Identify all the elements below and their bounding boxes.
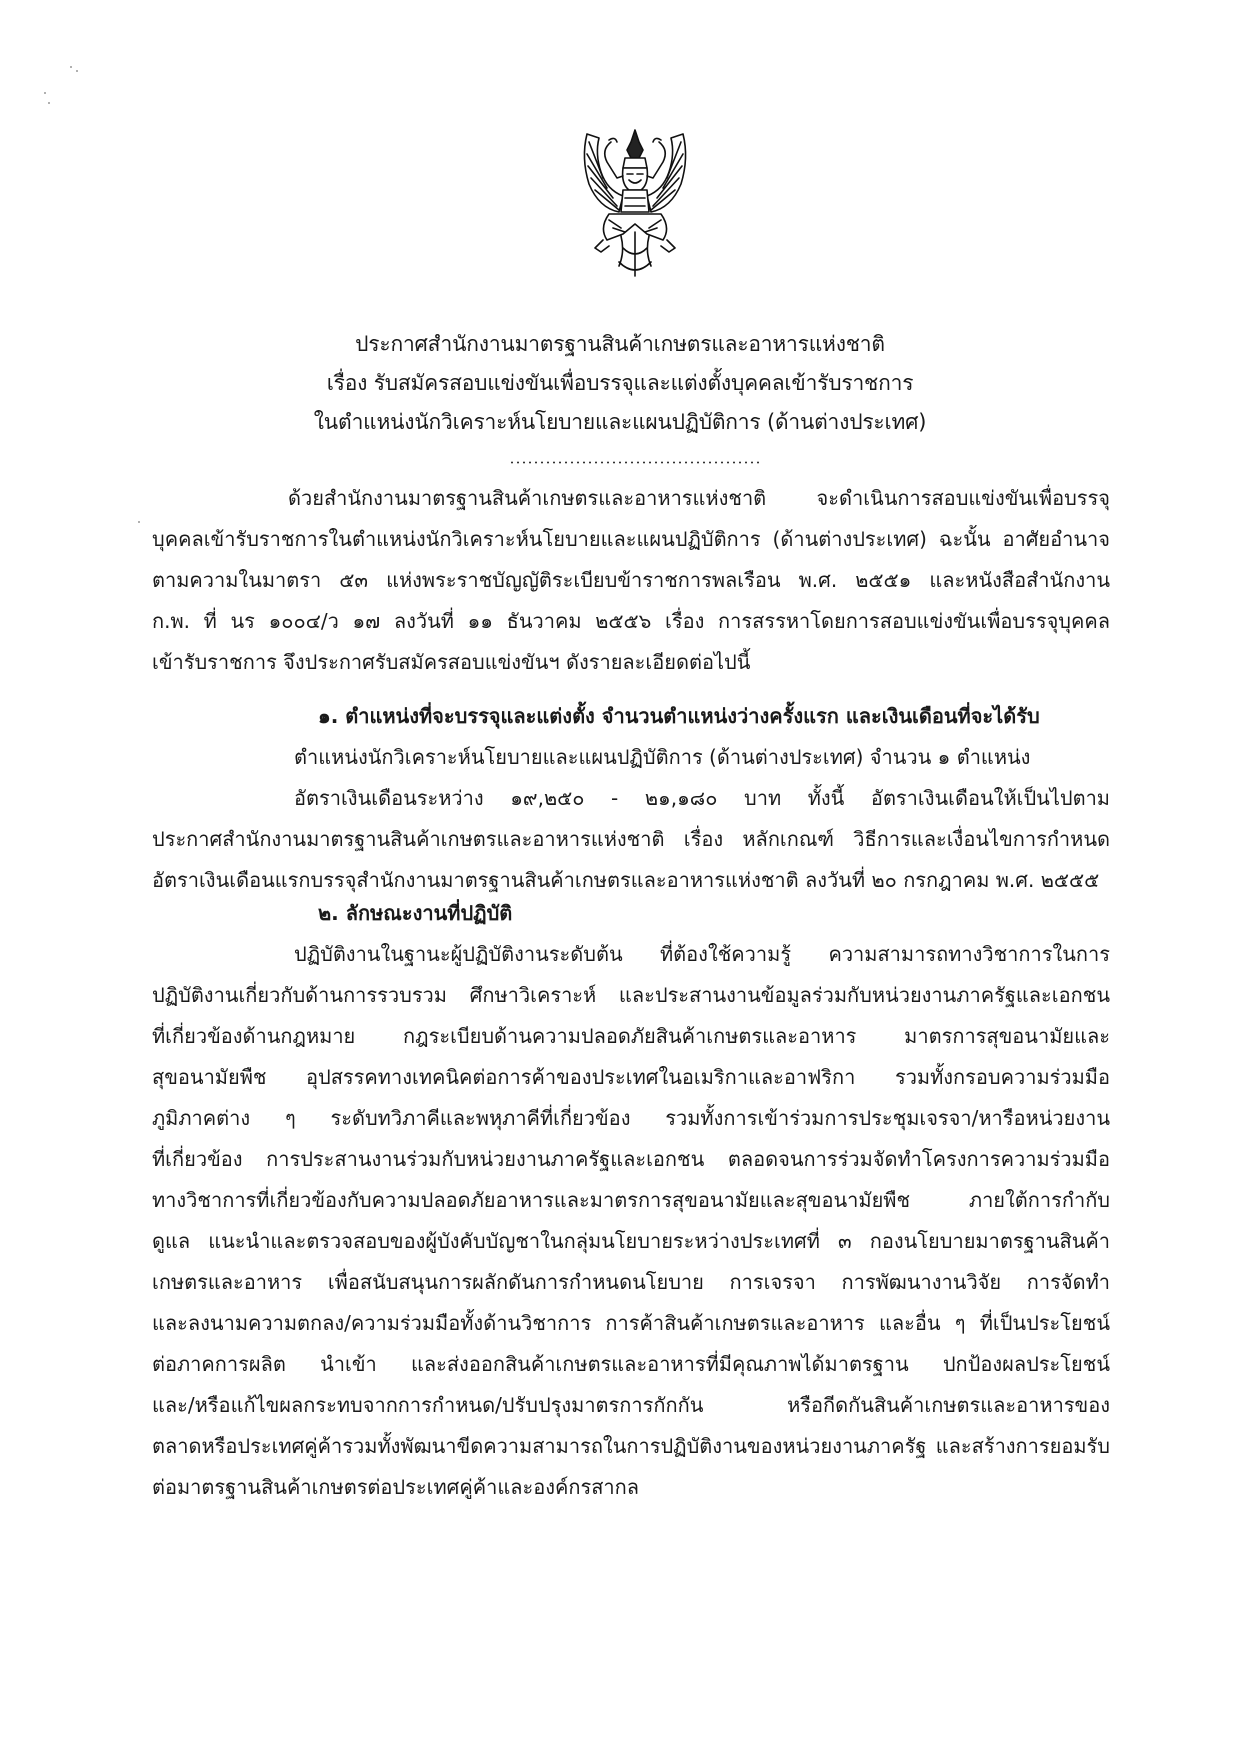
section-2-line: ตลาดหรือประเทศคู่ค้ารวมทั้งพัฒนาขีดความสามารถในการปฏิบัติงานของหน่วยงานภาครัฐ และสร้างการยอมรับ [152, 1434, 1110, 1458]
intro-line: ก.พ. ที่ นร ๑๐๐๔/ว ๑๗ ลงวันที่ ๑๑ ธันวาคม ๒๕๕๖ เรื่อง การสรรหาโดยการสอบแข่งขันเพื่อบรรจุบุคคล [152, 609, 1110, 633]
section-1-line: อัตราเงินเดือนแรกบรรจุสำนักงานมาตรฐานสินค้าเกษตรและอาหารแห่งชาติ ลงวันที่ ๒๐ กรกฎาคม พ.ศ. ๒๕๕๕ [152, 868, 1100, 892]
section-2-line: ทางวิชาการที่เกี่ยวข้องกับความปลอดภัยอาหารและมาตรการสุขอนามัยและสุขอนามัยพืช ภายใต้การกำกับ [152, 1188, 1110, 1212]
section-2-line: ที่เกี่ยวข้องด้านกฎหมาย กฎระเบียบด้านความปลอดภัยสินค้าเกษตรและอาหาร มาตรการสุขอนามัยและ [152, 1024, 1110, 1048]
section-2-body [152, 934, 1110, 1508]
section-1-body [152, 737, 1110, 901]
section-1-line: ตำแหน่งนักวิเคราะห์นโยบายและแผนปฏิบัติการ (ด้านต่างประเทศ) จำนวน ๑ ตำแหน่ง [294, 745, 1031, 769]
title-line-1: ประกาศสำนักงานมาตรฐานสินค้าเกษตรและอาหารแห่งชาติ [355, 332, 885, 356]
intro-paragraph [152, 478, 1110, 683]
section-2-line: ปฏิบัติงานในฐานะผู้ปฏิบัติงานระดับต้น ที่ต้องใช้ความรู้ ความสามารถทางวิชาการในการ [294, 942, 1110, 966]
title-line-3: ในตำแหน่งนักวิเคราะห์นโยบายและแผนปฏิบัติการ (ด้านต่างประเทศ) [313, 410, 927, 434]
announcement-title [200, 325, 1040, 442]
section-1-line: อัตราเงินเดือนระหว่าง ๑๙,๒๕๐ - ๒๑,๑๘๐ บาท ทั้งนี้ อัตราเงินเดือนให้เป็นไปตาม [294, 786, 1110, 810]
section-2-line: ดูแล แนะนำและตรวจสอบของผู้บังคับบัญชาในกลุ่มนโยบายระหว่างประเทศที่ ๓ กองนโยบายมาตรฐานสินค้า [152, 1229, 1110, 1253]
section-2-line: ต่อภาคการผลิต นำเข้า และส่งออกสินค้าเกษตรและอาหารที่มีคุณภาพได้มาตรฐาน ปกป้องผลประโยชน์ [152, 1352, 1110, 1376]
section-2-line: ที่เกี่ยวข้อง การประสานงานร่วมกับหน่วยงานภาครัฐและเอกชน ตลอดจนการร่วมจัดทำโครงการความร่วมมือ [152, 1147, 1110, 1171]
intro-line: ตามความในมาตรา ๕๓ แห่งพระราชบัญญัติระเบียบข้าราชการพลเรือน พ.ศ. ๒๕๕๑ และหนังสือสำนักงาน [152, 568, 1110, 592]
section-1-heading: ๑. ตำแหน่งที่จะบรรจุและแต่งตั้ง จำนวนตำแหน่งว่างครั้งแรก และเงินเดือนที่จะได้รับ [318, 704, 1040, 728]
section-2-line: เกษตรและอาหาร เพื่อสนับสนุนการผลักดันการกำหนดนโยบาย การเจรจา การพัฒนางานวิจัย การจัดทำ [152, 1270, 1110, 1294]
section-2-line: ปฏิบัติงานเกี่ยวกับด้านการรวบรวม ศึกษาวิเคราะห์ และประสานงานข้อมูลร่วมกับหน่วยงานภาครัฐและเอกชน [152, 983, 1110, 1007]
section-2-heading: ๒. ลักษณะงานที่ปฏิบัติ [318, 901, 513, 925]
section-1-line: ประกาศสำนักงานมาตรฐานสินค้าเกษตรและอาหารแห่งชาติ เรื่อง หลักเกณฑ์ วิธีการและเงื่อนไขการกำหนด [152, 827, 1110, 851]
section-2-line: ภูมิภาคต่าง ๆ ระดับทวิภาคีและพหุภาคีที่เกี่ยวข้อง รวมทั้งการเข้าร่วมการประชุมเจรจา/หารือหน่วยงาน [152, 1106, 1110, 1130]
intro-line: บุคคลเข้ารับราชการในตำแหน่งนักวิเคราะห์นโยบายและแผนปฏิบัติการ (ด้านต่างประเทศ) ฉะนั้น อาศัยอำนาจ [152, 527, 1110, 551]
intro-line: ด้วยสำนักงานมาตรฐานสินค้าเกษตรและอาหารแห่งชาติ จะดำเนินการสอบแข่งขันเพื่อบรรจุ [288, 486, 1110, 510]
section-2-line: สุขอนามัยพืช อุปสรรคทางเทคนิคต่อการค้าของประเทศในอเมริกาและอาฟริกา รวมทั้งกรอบความร่วมมือ [152, 1065, 1110, 1089]
title-line-2: เรื่อง รับสมัครสอบแข่งขันเพื่อบรรจุและแต่งตั้งบุคคลเข้ารับราชการ [326, 371, 914, 395]
scan-speck [76, 70, 78, 72]
intro-line: เข้ารับราชการ จึงประกาศรับสมัครสอบแข่งขันฯ ดังรายละเอียดต่อไปนี้ [152, 650, 751, 674]
garuda-emblem-icon [579, 128, 691, 280]
section-2-line: ต่อมาตรฐานสินค้าเกษตรต่อประเทศคู่ค้าและองค์กรสากล [152, 1475, 640, 1499]
scan-speck [48, 102, 50, 104]
scan-speck [44, 92, 46, 94]
section-2-line: และ/หรือแก้ไขผลกระทบจากการกำหนด/ปรับปรุงมาตรการกักกัน หรือกีดกันสินค้าเกษตรและอาหารของ [152, 1393, 1110, 1417]
scan-speck [70, 66, 72, 68]
scan-speck [138, 521, 140, 523]
section-2-line: และลงนามความตกลง/ความร่วมมือทั้งด้านวิชาการ การค้าสินค้าเกษตรและอาหาร และอื่น ๆ ที่เป็นประโยชน์ [152, 1311, 1110, 1335]
dotted-separator [509, 461, 761, 464]
